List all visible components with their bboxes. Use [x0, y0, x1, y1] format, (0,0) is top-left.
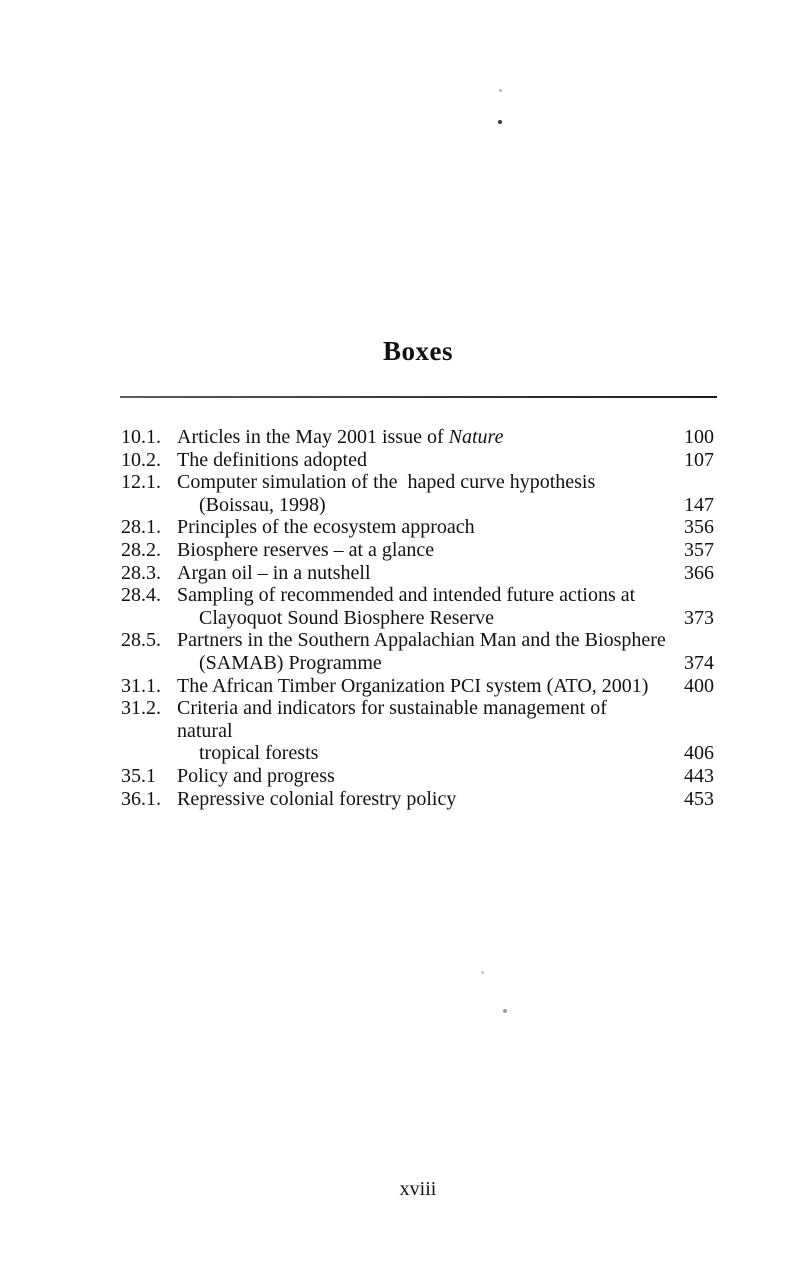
box-page-number: 107 [684, 448, 714, 471]
list-item [121, 494, 714, 517]
scan-speck [503, 1009, 507, 1013]
box-title [177, 765, 666, 788]
box-title [177, 607, 666, 630]
box-page-number: 147 [684, 493, 714, 516]
box-title-text: Principles of the ecosystem approach [177, 516, 475, 539]
boxes-list [121, 426, 714, 810]
box-number: 31.2. [121, 697, 161, 720]
box-title [177, 426, 666, 449]
box-title-text: Criteria and indicators for sustainable management of natural [177, 697, 612, 742]
box-title-text: Clayoquot Sound Biosphere Reserve [199, 606, 494, 629]
list-item [121, 629, 714, 652]
list-item [121, 675, 714, 698]
box-page-number: 453 [684, 787, 714, 810]
horizontal-rule [120, 396, 717, 398]
box-number: 10.1. [121, 426, 161, 448]
box-number: 35.1 [121, 764, 156, 787]
box-page-number: 374 [684, 651, 714, 674]
scan-speck [498, 120, 502, 124]
box-number: 28.2. [121, 538, 161, 561]
box-page-number: 100 [684, 426, 714, 448]
box-title [177, 516, 666, 539]
scan-speck [499, 89, 502, 92]
list-item [121, 426, 714, 449]
list-item [121, 697, 714, 742]
list-item [121, 652, 714, 675]
list-item [121, 516, 714, 539]
box-title-text: Policy and progress [177, 764, 335, 787]
box-number: 28.1. [121, 516, 161, 539]
box-title [177, 494, 666, 517]
box-title [177, 471, 666, 494]
box-title-text: Argan oil – in a nutshell [177, 561, 371, 584]
list-item [121, 584, 714, 607]
list-item [121, 562, 714, 585]
list-item [121, 449, 714, 472]
box-page-number: 406 [684, 742, 714, 765]
box-title-text: Computer simulation of the haped curve hypothesis [177, 471, 596, 494]
box-title [177, 562, 666, 585]
box-title [177, 584, 666, 607]
box-page-number: 357 [684, 538, 714, 561]
box-page-number: 373 [684, 606, 714, 629]
box-title-text: tropical forests [199, 742, 319, 765]
box-title-text: The African Timber Organization PCI system (ATO, 2001) [177, 674, 649, 697]
box-title-text: (SAMAB) Programme [199, 651, 382, 674]
scan-speck [481, 971, 484, 974]
page-title: Boxes [383, 336, 453, 367]
box-title [177, 742, 666, 765]
box-title-text: Repressive colonial forestry policy [177, 787, 457, 810]
box-page-number: 443 [684, 764, 714, 787]
box-page-number: 356 [684, 516, 714, 539]
box-number: 28.3. [121, 561, 161, 584]
box-title-text: Articles in the May 2001 issue of [177, 426, 449, 448]
list-item [121, 742, 714, 765]
box-title-text: (Boissau, 1998) [199, 493, 326, 516]
box-number: 12.1. [121, 471, 161, 494]
box-title [177, 675, 666, 698]
list-item [121, 765, 714, 788]
box-title [177, 652, 666, 675]
box-title-text: The definitions adopted [177, 448, 367, 471]
list-item [121, 539, 714, 562]
box-title-text: Partners in the Southern Appalachian Man and the Biosphere [177, 629, 666, 652]
box-number: 36.1. [121, 787, 161, 810]
page-number: xviii [399, 1178, 437, 1200]
box-number: 28.5. [121, 629, 161, 652]
box-number: 31.1. [121, 674, 161, 697]
box-title-text: Sampling of recommended and intended future actions at [177, 584, 636, 607]
box-page-number: 400 [684, 674, 714, 697]
box-title [177, 449, 666, 472]
box-number: 28.4. [121, 584, 161, 607]
list-item [121, 607, 714, 630]
box-title [177, 697, 666, 742]
box-title-italic: Nature [448, 426, 504, 448]
box-title [177, 788, 666, 811]
box-number: 10.2. [121, 448, 161, 471]
box-title-text: Biosphere reserves – at a glance [177, 538, 435, 561]
list-item [121, 788, 714, 811]
box-page-number: 366 [684, 561, 714, 584]
list-item [121, 471, 714, 494]
box-title [177, 539, 666, 562]
box-title [177, 629, 666, 652]
